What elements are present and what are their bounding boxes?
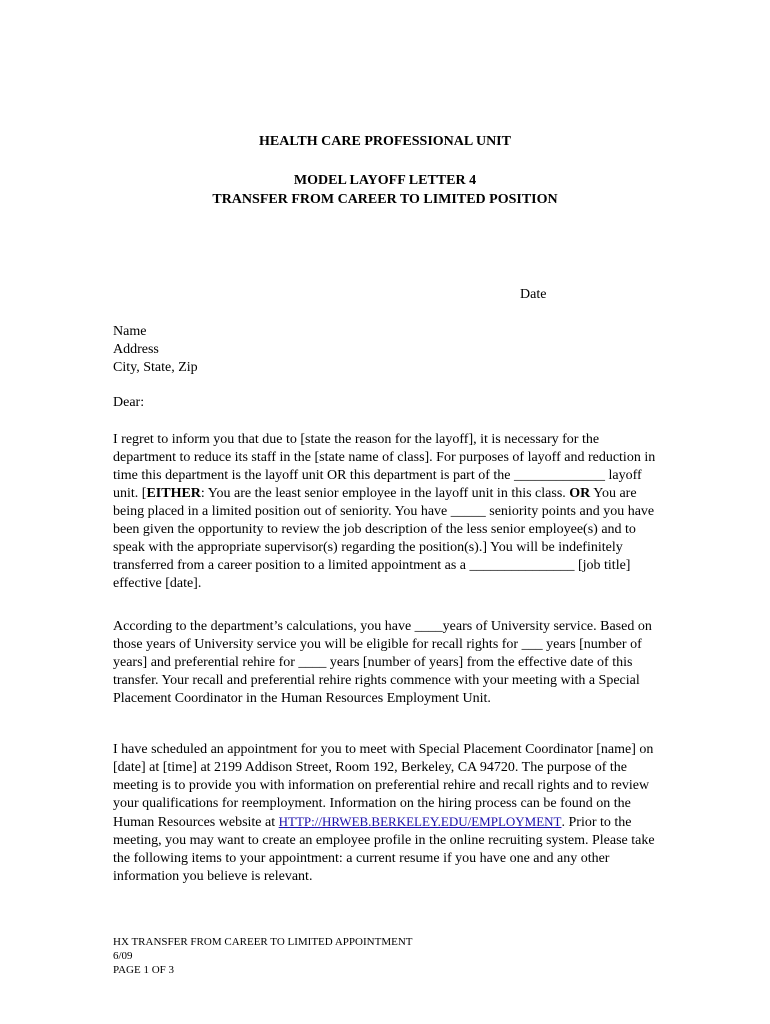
date-label: Date [520, 287, 547, 302]
paragraph1-part3: You are being placed in a limited position out of seniority. You have _____ seniority points and you have been given the opportunity to review the job description of the less senior employee(s) and to speak with the appropriate supervisor(s) regarding the position(s).] You will be indefinitely transferred from a career position to a limited appointment as a _______________ [job title] effective [date]. [113, 486, 655, 591]
footer-page-number: PAGE 1 OF 3 [113, 964, 175, 976]
or-keyword: OR [569, 486, 591, 501]
subject-heading: TRANSFER FROM CAREER TO LIMITED POSITION [212, 192, 558, 207]
recipient-city: City, State, Zip [113, 360, 198, 375]
recipient-address: Address [113, 342, 159, 357]
recipient-name: Name [113, 324, 147, 339]
footer-document-title: HX TRANSFER FROM CAREER TO LIMITED APPOINTMENT [113, 936, 413, 948]
paragraph1-part2: : You are the least senior employee in the layoff unit in this class. [200, 486, 570, 501]
paragraph3-part2: . Prior to the meeting, you may want to create an employee profile in the online recruiting system. Please take the following items to your appointment: a current resume if you have one and any other information you believe is relevant. [113, 815, 655, 884]
paragraph-appointment [113, 741, 661, 886]
page-footer [113, 935, 412, 977]
paragraph-layoff-reason [113, 431, 661, 593]
either-keyword: EITHER [146, 486, 201, 501]
paragraph1-part1: I regret to inform you that due to [state the reason for the layoff], it is necessary for the department to reduce its staff in the [state name of class]. For purposes of layoff and reduction in time this department is the layoff unit OR this department is part of the _____________ layoff unit. [ [113, 432, 656, 501]
paragraph3-part1: I have scheduled an appointment for you to meet with Special Placement Coordinator [name] on [date] at [time] at 2199 Addison Street, Room 192, Berkeley, CA 94720. The purpose of the meeting is to provide you with information on preferential rehire and recall rights and to review your qualifications for reemployment. Information on the hiring process can be found on the Human Resources website at [113, 742, 654, 830]
paragraph-service-rights: According to the department’s calculations, you have ____years of University service. Based on those years of University service you will be eligible for recall rights for ___ years [number of years] and preferential rehire for ____ years [number of years] from the effective date of this transfer. Your recall and preferential rehire rights commence with your meeting with a Special Placement Coordinator in the Human Resources Employment Unit. [113, 619, 652, 706]
footer-date: 6/09 [113, 950, 133, 962]
address-block [113, 323, 198, 377]
hr-website-link[interactable]: HTTP://HRWEB.BERKELEY.EDU/EMPLOYMENT [278, 814, 562, 829]
salutation: Dear: [113, 395, 145, 410]
letter-heading: MODEL LAYOFF LETTER 4 [293, 173, 477, 188]
unit-heading: HEALTH CARE PROFESSIONAL UNIT [259, 134, 511, 149]
